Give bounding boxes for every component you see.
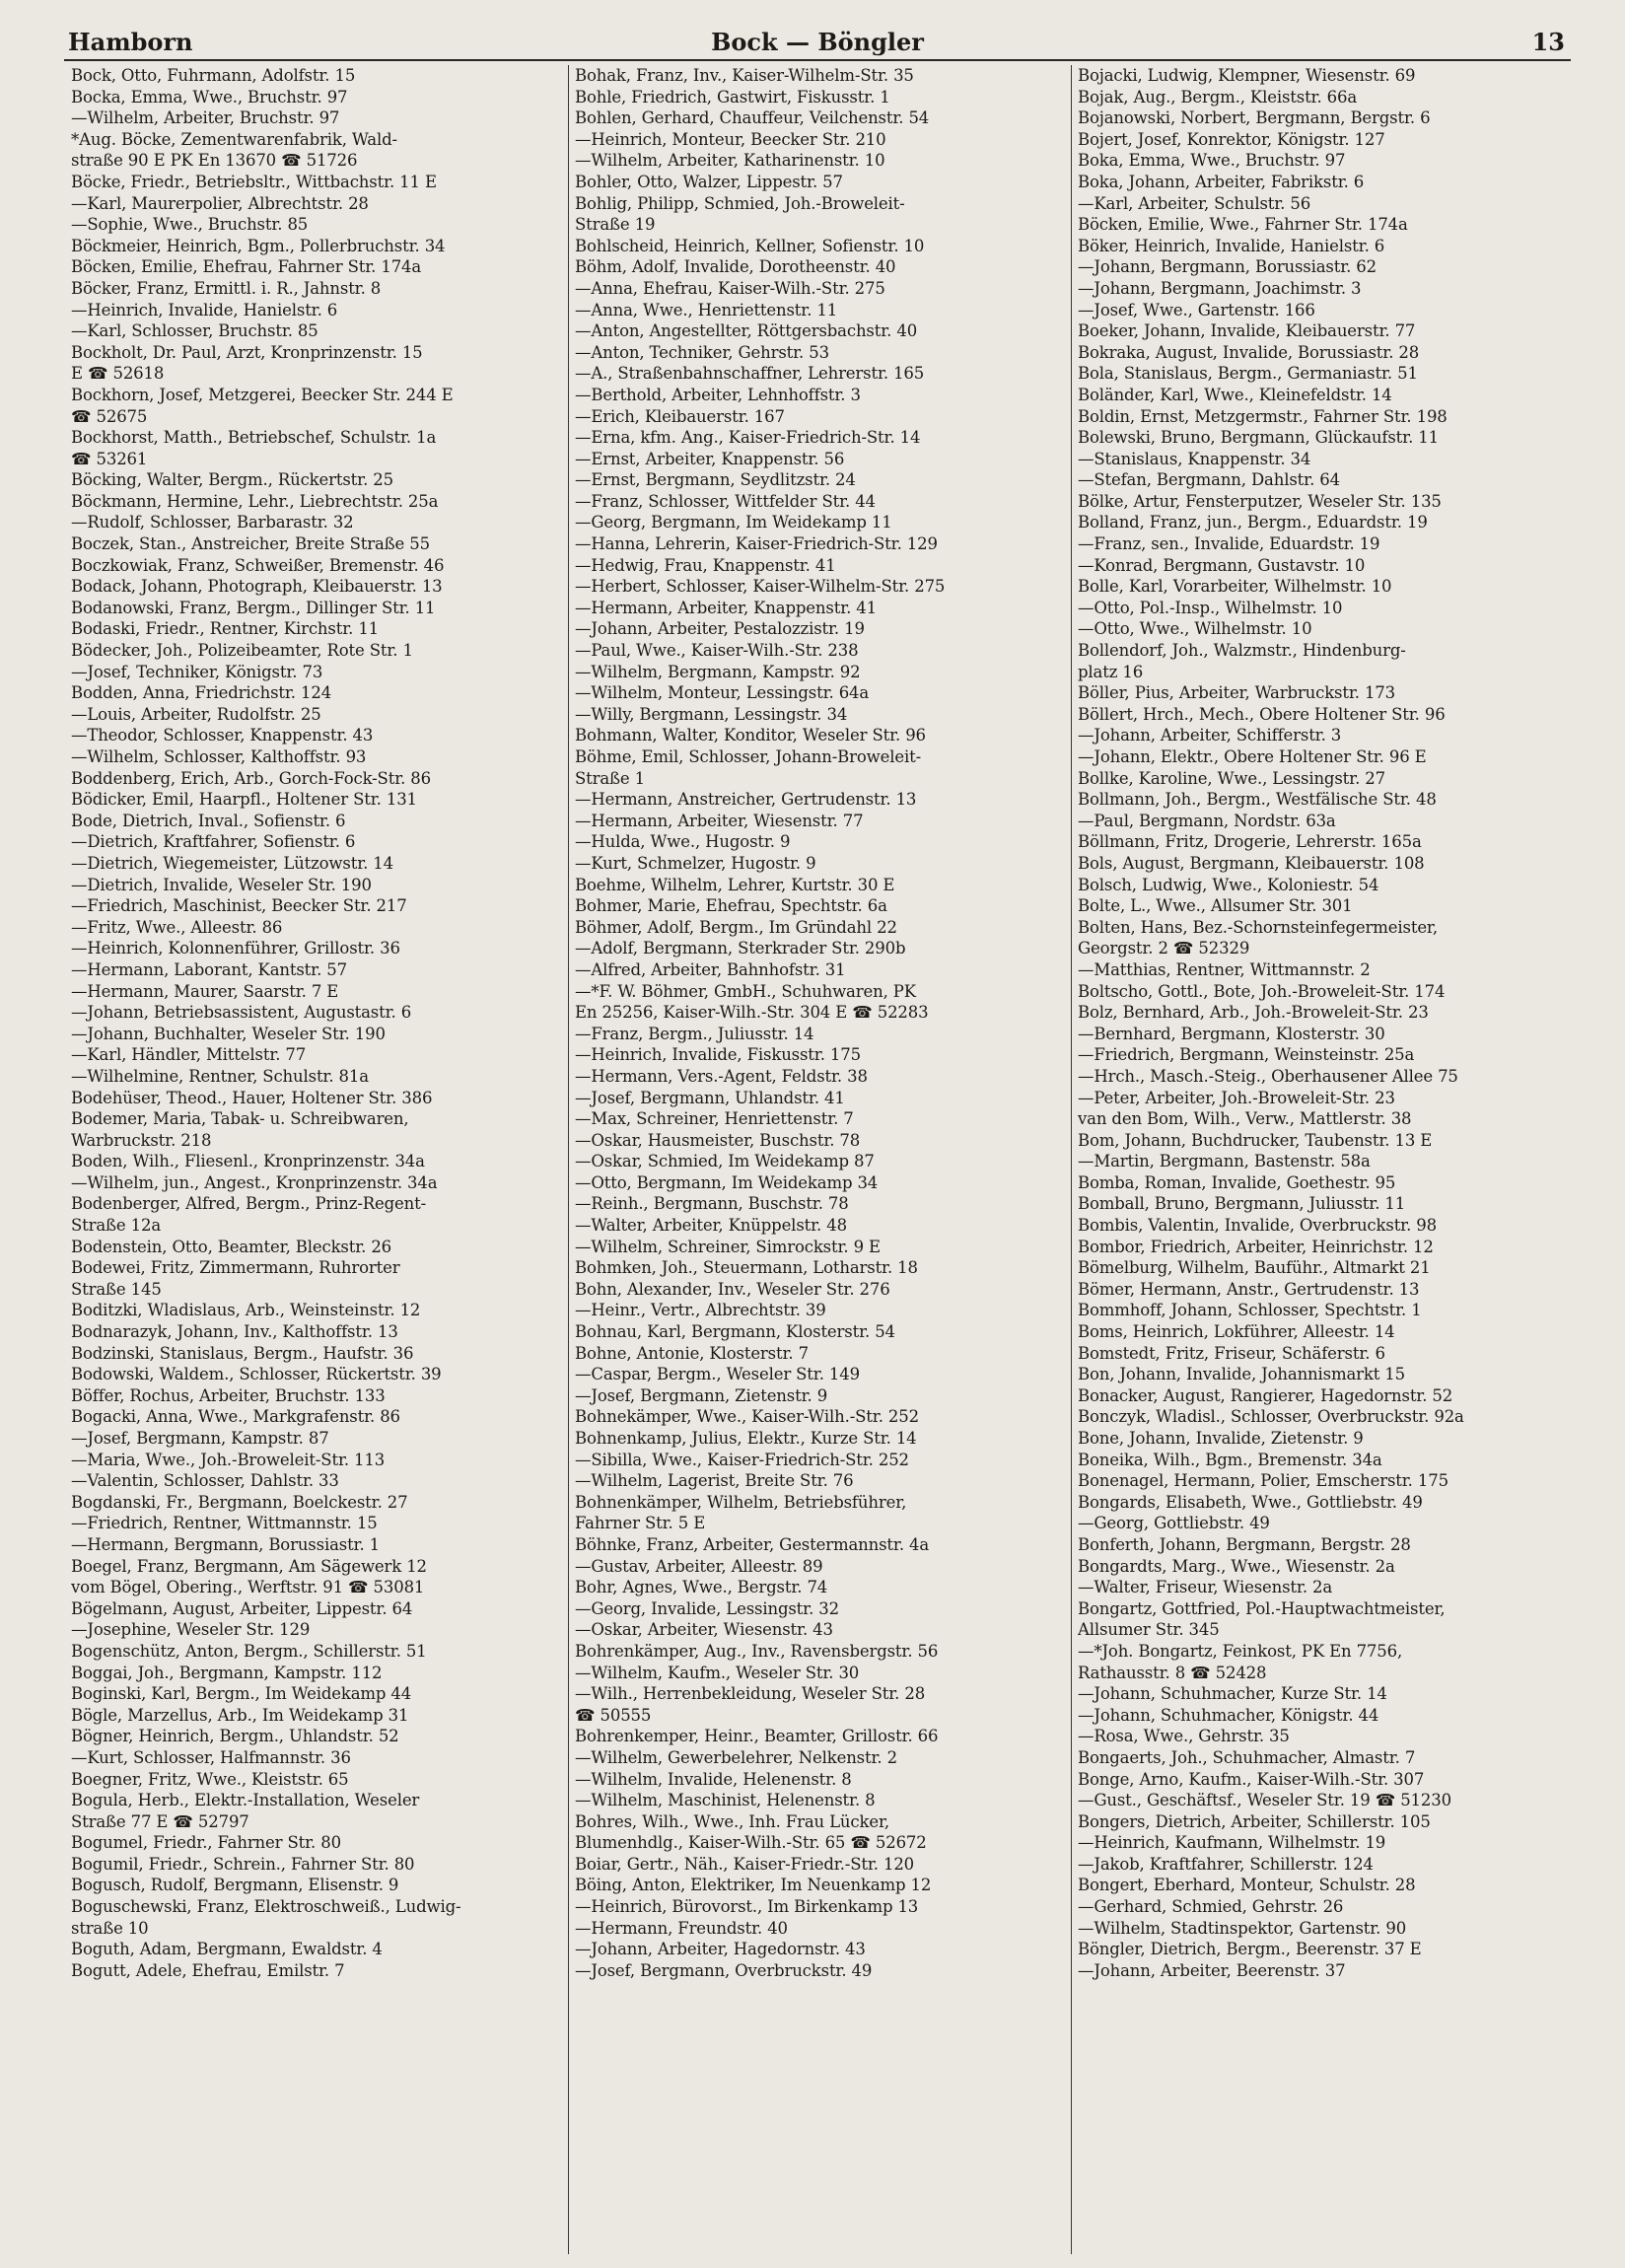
directory-entry: —Wilhelm, jun., Angest., Kronprinzenstr. 34a bbox=[71, 1172, 438, 1192]
directory-entry: Boditzki, Wladislaus, Arb., Weinsteinstr. 12 bbox=[71, 1301, 421, 1320]
directory-entry: Bomball, Bruno, Bergmann, Juliusstr. 11 bbox=[1078, 1194, 1406, 1214]
directory-entry: —Rudolf, Schlosser, Barbarastr. 32 bbox=[71, 513, 354, 532]
directory-entry: Böcking, Walter, Bergm., Rückertstr. 25 bbox=[71, 470, 393, 490]
directory-entry: Bödicker, Emil, Haarpfl., Holtener Str. 131 bbox=[71, 790, 417, 810]
directory-entry: —Johann, Elektr., Obere Holtener Str. 96 E bbox=[1078, 747, 1427, 766]
directory-entry: —Herbert, Schlosser, Kaiser-Wilhelm-Str. 275 bbox=[575, 577, 946, 597]
directory-entry: Bonenagel, Hermann, Polier, Emscherstr. 175 bbox=[1078, 1471, 1448, 1491]
directory-entry: Böhmer, Adolf, Bergm., Im Gründahl 22 bbox=[575, 917, 897, 937]
directory-entry: —Josephine, Weseler Str. 129 bbox=[71, 1620, 311, 1640]
directory-entry: Bongards, Elisabeth, Wwe., Gottliebstr. 49 bbox=[1078, 1492, 1423, 1512]
directory-entry: En 25256, Kaiser-Wilh.-Str. 304 E ☎ 52283 bbox=[575, 1003, 929, 1023]
directory-entry: Bohrenkämper, Aug., Inv., Ravensbergstr. 56 bbox=[575, 1641, 939, 1661]
directory-entry: —Dietrich, Wiegemeister, Lützowstr. 14 bbox=[71, 853, 393, 873]
directory-entry: —Gerhard, Schmied, Gehrstr. 26 bbox=[1078, 1897, 1344, 1917]
directory-entry: —Caspar, Bergm., Weseler Str. 149 bbox=[575, 1365, 860, 1384]
directory-entry: Bohne, Antonie, Klosterstr. 7 bbox=[575, 1343, 809, 1363]
directory-entry: Böcker, Franz, Ermittl. i. R., Jahnstr. 8 bbox=[71, 278, 382, 298]
directory-entry: Bölke, Artur, Fensterputzer, Weseler Str. 135 bbox=[1078, 491, 1442, 511]
directory-entry: straße 10 bbox=[71, 1918, 149, 1938]
directory-entry: —Max, Schreiner, Henriettenstr. 7 bbox=[575, 1109, 854, 1129]
directory-entry: Bogdanski, Fr., Bergmann, Boelckestr. 27 bbox=[71, 1492, 408, 1512]
directory-entry: Boggai, Joh., Bergmann, Kampstr. 112 bbox=[71, 1663, 383, 1682]
directory-entry: Boltscho, Gottl., Bote, Joh.-Broweleit-Str. 174 bbox=[1078, 981, 1446, 1001]
directory-entry: —Heinrich, Invalide, Fiskusstr. 175 bbox=[575, 1045, 861, 1065]
directory-entry: —Kurt, Schlosser, Halfmannstr. 36 bbox=[71, 1747, 351, 1767]
directory-entry: Böcke, Friedr., Betriebsltr., Wittbachstr. 11 E bbox=[71, 172, 437, 191]
directory-entry: —Johann, Arbeiter, Pestalozzistr. 19 bbox=[575, 619, 865, 639]
directory-entry: Straße 1 bbox=[575, 768, 645, 788]
directory-entry: —Wilhelm, Maschinist, Helenenstr. 8 bbox=[575, 1791, 876, 1810]
directory-entry: Bohle, Friedrich, Gastwirt, Fiskusstr. 1 bbox=[575, 87, 890, 106]
directory-entry: Bohr, Agnes, Wwe., Bergstr. 74 bbox=[575, 1578, 828, 1597]
directory-entry: Bongers, Dietrich, Arbeiter, Schillerstr. 105 bbox=[1078, 1811, 1431, 1831]
directory-entry: Bolten, Hans, Bez.-Schornsteinfegermeister, bbox=[1078, 917, 1438, 937]
directory-entry: —Alfred, Arbeiter, Bahnhofstr. 31 bbox=[575, 959, 846, 979]
directory-entry: —Fritz, Wwe., Alleestr. 86 bbox=[71, 917, 283, 937]
directory-entry: —Friedrich, Maschinist, Beecker Str. 217 bbox=[71, 896, 407, 916]
directory-entry: Allsumer Str. 345 bbox=[1078, 1620, 1220, 1640]
directory-entry: —Paul, Wwe., Kaiser-Wilh.-Str. 238 bbox=[575, 641, 859, 661]
directory-entry: —Walter, Arbeiter, Knüppelstr. 48 bbox=[575, 1216, 847, 1236]
directory-entry: Bohlig, Philipp, Schmied, Joh.-Broweleit- bbox=[575, 193, 905, 213]
directory-entry: van den Bom, Wilh., Verw., Mattlerstr. 38 bbox=[1078, 1109, 1412, 1129]
directory-entry: Bodenstein, Otto, Beamter, Bleckstr. 26 bbox=[71, 1237, 392, 1256]
directory-entry: —Oskar, Arbeiter, Wiesenstr. 43 bbox=[575, 1620, 833, 1640]
directory-entry: Böffer, Rochus, Arbeiter, Bruchstr. 133 bbox=[71, 1385, 386, 1405]
directory-entry: Bonacker, August, Rangierer, Hagedornstr. 52 bbox=[1078, 1385, 1453, 1405]
directory-entry: Fahrner Str. 5 E bbox=[575, 1514, 706, 1533]
directory-entry: —Heinrich, Monteur, Beecker Str. 210 bbox=[575, 129, 886, 149]
directory-entry: Böing, Anton, Elektriker, Im Neuenkamp 12 bbox=[575, 1876, 932, 1895]
directory-entry: Böcken, Emilie, Ehefrau, Fahrner Str. 174a bbox=[71, 257, 422, 277]
directory-entry: —Franz, Schlosser, Wittfelder Str. 44 bbox=[575, 491, 876, 511]
directory-entry: Bockholt, Dr. Paul, Arzt, Kronprinzenstr. 15 bbox=[71, 342, 423, 362]
directory-entry: —Georg, Bergmann, Im Weidekamp 11 bbox=[575, 513, 892, 532]
directory-entry: Bojacki, Ludwig, Klempner, Wiesenstr. 69 bbox=[1078, 66, 1416, 85]
directory-entry: Böhm, Adolf, Invalide, Dorotheenstr. 40 bbox=[575, 257, 896, 277]
directory-entry: —Hermann, Freundstr. 40 bbox=[575, 1918, 788, 1938]
directory-entry: —Karl, Arbeiter, Schulstr. 56 bbox=[1078, 193, 1311, 213]
directory-entry: Bogumil, Friedr., Schrein., Fahrner Str. 80 bbox=[71, 1854, 415, 1874]
directory-entry: Bols, August, Bergmann, Kleibauerstr. 108 bbox=[1078, 853, 1425, 873]
directory-entry: Böhme, Emil, Schlosser, Johann-Broweleit- bbox=[575, 747, 922, 766]
directory-entry: Georgstr. 2 ☎ 52329 bbox=[1078, 939, 1250, 958]
directory-entry: Bode, Dietrich, Inval., Sofienstr. 6 bbox=[71, 811, 346, 830]
directory-entry: —Hermann, Vers.-Agent, Feldstr. 38 bbox=[575, 1066, 868, 1086]
directory-entry: Bohres, Wilh., Wwe., Inh. Frau Lücker, bbox=[575, 1811, 889, 1831]
directory-entry: Bomba, Roman, Invalide, Goethestr. 95 bbox=[1078, 1172, 1396, 1192]
directory-entry: Bömer, Hermann, Anstr., Gertrudenstr. 13 bbox=[1078, 1279, 1420, 1299]
directory-entry: —Jakob, Kraftfahrer, Schillerstr. 124 bbox=[1078, 1854, 1374, 1874]
directory-entry: Bohler, Otto, Walzer, Lippestr. 57 bbox=[575, 172, 843, 191]
directory-entry: Boczek, Stan., Anstreicher, Breite Straße 55 bbox=[71, 534, 430, 554]
directory-entry: —Wilhelm, Stadtinspektor, Gartenstr. 90 bbox=[1078, 1918, 1407, 1938]
directory-entry: Bodemer, Maria, Tabak- u. Schreibwaren, bbox=[71, 1109, 409, 1129]
directory-entry: —Hanna, Lehrerin, Kaiser-Friedrich-Str. 129 bbox=[575, 534, 938, 554]
directory-entry: —Ernst, Bergmann, Seydlitzstr. 24 bbox=[575, 470, 856, 490]
directory-entry: Bongardts, Marg., Wwe., Wiesenstr. 2a bbox=[1078, 1556, 1395, 1576]
directory-entry: —Wilhelm, Schlosser, Kalthoffstr. 93 bbox=[71, 747, 367, 766]
directory-entry: —Johann, Arbeiter, Hagedornstr. 43 bbox=[575, 1940, 866, 1959]
directory-entry: —Josef, Bergmann, Zietenstr. 9 bbox=[575, 1385, 828, 1405]
directory-entry: Bodack, Johann, Photograph, Kleibauerstr. 13 bbox=[71, 577, 443, 597]
directory-entry: Boczkowiak, Franz, Schweißer, Bremenstr. 46 bbox=[71, 555, 445, 575]
directory-entry: —Walter, Friseur, Wiesenstr. 2a bbox=[1078, 1578, 1333, 1597]
directory-entry: —Josef, Bergmann, Kampstr. 87 bbox=[71, 1429, 329, 1448]
directory-entry: Bon, Johann, Invalide, Johannismarkt 15 bbox=[1078, 1365, 1406, 1384]
directory-entry: —Johann, Schuhmacher, Kurze Str. 14 bbox=[1078, 1684, 1387, 1704]
directory-entry: —Johann, Bergmann, Borussiastr. 62 bbox=[1078, 257, 1378, 277]
directory-entry: Bodewei, Fritz, Zimmermann, Ruhrorter bbox=[71, 1258, 400, 1278]
directory-entry: Bohlscheid, Heinrich, Kellner, Sofienstr. 10 bbox=[575, 236, 925, 255]
directory-entry: —Johann, Arbeiter, Schifferstr. 3 bbox=[1078, 726, 1342, 745]
directory-entry: Bolewski, Bruno, Bergmann, Glückaufstr. 11 bbox=[1078, 428, 1439, 448]
directory-entry: Boguschewski, Franz, Elektroschweiß., Ludwig- bbox=[71, 1897, 461, 1917]
directory-entry: Bodaski, Friedr., Rentner, Kirchstr. 11 bbox=[71, 619, 380, 639]
directory-entry: —Hermann, Arbeiter, Knappenstr. 41 bbox=[575, 598, 877, 617]
directory-entry: Bodanowski, Franz, Bergm., Dillinger Str. 11 bbox=[71, 598, 436, 617]
directory-entry: Bogusch, Rudolf, Bergmann, Elisenstr. 9 bbox=[71, 1876, 399, 1895]
directory-entry: Boden, Wilh., Fliesenl., Kronprinzenstr. 34a bbox=[71, 1152, 425, 1171]
directory-entry: *Aug. Böcke, Zementwarenfabrik, Wald- bbox=[71, 129, 397, 149]
directory-entry: Straße 19 bbox=[575, 215, 656, 235]
directory-entry: Boeker, Johann, Invalide, Kleibauerstr. 77 bbox=[1078, 321, 1416, 341]
directory-entry: Bögelmann, August, Arbeiter, Lippestr. 64 bbox=[71, 1598, 413, 1618]
directory-entry: Boneika, Wilh., Bgm., Bremenstr. 34a bbox=[1078, 1450, 1382, 1469]
directory-entry: Bollke, Karoline, Wwe., Lessingstr. 27 bbox=[1078, 768, 1385, 788]
directory-entry: Boldin, Ernst, Metzgermstr., Fahrner Str. 198 bbox=[1078, 406, 1448, 426]
column-2 bbox=[568, 65, 1071, 2254]
directory-entry: —Willy, Bergmann, Lessingstr. 34 bbox=[575, 704, 848, 724]
directory-entry: —Wilhelm, Bergmann, Kampstr. 92 bbox=[575, 662, 861, 681]
directory-entry: —Karl, Schlosser, Bruchstr. 85 bbox=[71, 321, 318, 341]
directory-entry: —Wilh., Herrenbekleidung, Weseler Str. 28 bbox=[575, 1684, 926, 1704]
directory-entry: —Anton, Techniker, Gehrstr. 53 bbox=[575, 342, 829, 362]
directory-entry: Bongartz, Gottfried, Pol.-Hauptwachtmeister, bbox=[1078, 1598, 1446, 1618]
directory-entry: Bokraka, August, Invalide, Borussiastr. 28 bbox=[1078, 342, 1420, 362]
directory-entry: —Valentin, Schlosser, Dahlstr. 33 bbox=[71, 1471, 339, 1491]
directory-entry: Bojanowski, Norbert, Bergmann, Bergstr. 6 bbox=[1078, 108, 1431, 128]
directory-entry: ☎ 50555 bbox=[575, 1705, 652, 1725]
directory-entry: —Sophie, Wwe., Bruchstr. 85 bbox=[71, 215, 309, 235]
directory-entry: Bola, Stanislaus, Bergm., Germaniastr. 51 bbox=[1078, 364, 1418, 384]
directory-entry: —Wilhelm, Kaufm., Weseler Str. 30 bbox=[575, 1663, 860, 1682]
directory-entry: Bohnau, Karl, Bergmann, Klosterstr. 54 bbox=[575, 1322, 895, 1342]
directory-entry: —Johann, Bergmann, Joachimstr. 3 bbox=[1078, 278, 1362, 298]
directory-entry: Straße 145 bbox=[71, 1279, 162, 1299]
directory-entry: Bohnenkamp, Julius, Elektr., Kurze Str. 14 bbox=[575, 1429, 917, 1448]
header-range: Bock — Böngler bbox=[711, 28, 924, 56]
page-header bbox=[64, 26, 1571, 61]
directory-entry: Bohrenkemper, Heinr., Beamter, Grillostr. 66 bbox=[575, 1727, 939, 1746]
directory-entry: —Georg, Invalide, Lessingstr. 32 bbox=[575, 1598, 839, 1618]
directory-entry: —Friedrich, Rentner, Wittmannstr. 15 bbox=[71, 1514, 378, 1533]
directory-entry: Böller, Pius, Arbeiter, Warbruckstr. 173 bbox=[1078, 683, 1395, 703]
directory-entry: —Heinr., Vertr., Albrechtstr. 39 bbox=[575, 1301, 826, 1320]
directory-entry: Bohn, Alexander, Inv., Weseler Str. 276 bbox=[575, 1279, 890, 1299]
directory-entry: Bödecker, Joh., Polizeibeamter, Rote Str. 1 bbox=[71, 641, 413, 661]
directory-entry: Bommhoff, Johann, Schlosser, Spechtstr. 1 bbox=[1078, 1301, 1422, 1320]
directory-entry: —Wilhelmine, Rentner, Schulstr. 81a bbox=[71, 1066, 369, 1086]
directory-entry: —Matthias, Rentner, Wittmannstr. 2 bbox=[1078, 959, 1371, 979]
directory-entry: Bodzinski, Stanislaus, Bergm., Haufstr. 36 bbox=[71, 1343, 414, 1363]
page-number: 13 bbox=[1531, 28, 1565, 56]
directory-entry: —*F. W. Böhmer, GmbH., Schuhwaren, PK bbox=[575, 981, 916, 1001]
directory-entry: —Dietrich, Kraftfahrer, Sofienstr. 6 bbox=[71, 832, 356, 852]
directory-entry: Bolz, Bernhard, Arb., Joh.-Broweleit-Str. 23 bbox=[1078, 1003, 1429, 1023]
directory-entry: —Stanislaus, Knappenstr. 34 bbox=[1078, 449, 1311, 468]
directory-entry: Böckmann, Hermine, Lehr., Liebrechtstr. 25a bbox=[71, 491, 439, 511]
directory-entry: —Wilhelm, Monteur, Lessingstr. 64a bbox=[575, 683, 870, 703]
directory-entry: Boginski, Karl, Bergm., Im Weidekamp 44 bbox=[71, 1684, 412, 1704]
directory-entry: straße 90 E PK En 13670 ☎ 51726 bbox=[71, 151, 358, 171]
directory-entry: Bolle, Karl, Vorarbeiter, Wilhelmstr. 10 bbox=[1078, 577, 1392, 597]
directory-entry: —Franz, Bergm., Juliusstr. 14 bbox=[575, 1024, 814, 1043]
directory-entry: —Anna, Ehefrau, Kaiser-Wilh.-Str. 275 bbox=[575, 278, 885, 298]
directory-entry: Böngler, Dietrich, Bergm., Beerenstr. 37 E bbox=[1078, 1940, 1422, 1959]
directory-entry: Bombis, Valentin, Invalide, Overbruckstr. 98 bbox=[1078, 1216, 1437, 1236]
directory-entry: —Josef, Bergmann, Uhlandstr. 41 bbox=[575, 1088, 845, 1107]
directory-entry: —Josef, Techniker, Königstr. 73 bbox=[71, 662, 323, 681]
directory-entry: Bohlen, Gerhard, Chauffeur, Veilchenstr. 54 bbox=[575, 108, 930, 128]
directory-entry: —Hulda, Wwe., Hugostr. 9 bbox=[575, 832, 791, 852]
directory-entry: —Heinrich, Kaufmann, Wilhelmstr. 19 bbox=[1078, 1833, 1386, 1853]
directory-entry: —Hedwig, Frau, Knappenstr. 41 bbox=[575, 555, 836, 575]
directory-columns bbox=[65, 65, 1576, 2254]
header-city: Hamborn bbox=[68, 28, 193, 56]
directory-entry: Bohak, Franz, Inv., Kaiser-Wilhelm-Str. 35 bbox=[575, 66, 914, 85]
directory-entry: —Johann, Betriebsassistent, Augustastr. 6 bbox=[71, 1003, 412, 1023]
directory-entry: Rathausstr. 8 ☎ 52428 bbox=[1078, 1663, 1267, 1682]
directory-entry: —Otto, Wwe., Wilhelmstr. 10 bbox=[1078, 619, 1312, 639]
directory-entry: Böllmann, Fritz, Drogerie, Lehrerstr. 165a bbox=[1078, 832, 1422, 852]
directory-entry: —Kurt, Schmelzer, Hugostr. 9 bbox=[575, 853, 816, 873]
directory-entry: —A., Straßenbahnschaffner, Lehrerstr. 165 bbox=[575, 364, 925, 384]
directory-entry: —Johann, Arbeiter, Beerenstr. 37 bbox=[1078, 1960, 1346, 1980]
directory-entry: Boiar, Gertr., Näh., Kaiser-Friedr.-Str. 120 bbox=[575, 1854, 915, 1874]
directory-entry: —Johann, Buchhalter, Weseler Str. 190 bbox=[71, 1024, 386, 1043]
directory-entry: Bogenschütz, Anton, Bergm., Schillerstr. 51 bbox=[71, 1641, 427, 1661]
directory-entry: —Adolf, Bergmann, Sterkrader Str. 290b bbox=[575, 939, 906, 958]
directory-entry: —Ernst, Arbeiter, Knappenstr. 56 bbox=[575, 449, 845, 468]
directory-entry: —Dietrich, Invalide, Weseler Str. 190 bbox=[71, 875, 372, 894]
directory-entry: Bodnarazyk, Johann, Inv., Kalthoffstr. 13 bbox=[71, 1322, 398, 1342]
directory-entry: Böckmeier, Heinrich, Bgm., Pollerbruchstr. 34 bbox=[71, 236, 446, 255]
directory-entry: vom Bögel, Obering., Werftstr. 91 ☎ 53081 bbox=[71, 1578, 425, 1597]
directory-entry: —Wilhelm, Arbeiter, Bruchstr. 97 bbox=[71, 108, 340, 128]
directory-entry: —Konrad, Bergmann, Gustavstr. 10 bbox=[1078, 555, 1366, 575]
directory-entry: Bocka, Emma, Wwe., Bruchstr. 97 bbox=[71, 87, 348, 106]
directory-entry: Boegel, Franz, Bergmann, Am Sägewerk 12 bbox=[71, 1556, 427, 1576]
directory-entry: Straße 12a bbox=[71, 1216, 162, 1236]
directory-entry: Boehme, Wilhelm, Lehrer, Kurtstr. 30 E bbox=[575, 875, 895, 894]
directory-entry: —Hermann, Maurer, Saarstr. 7 E bbox=[71, 981, 339, 1001]
directory-entry: —Louis, Arbeiter, Rudolfstr. 25 bbox=[71, 704, 321, 724]
directory-entry: —Paul, Bergmann, Nordstr. 63a bbox=[1078, 811, 1336, 830]
directory-entry: Böker, Heinrich, Invalide, Hanielstr. 6 bbox=[1078, 236, 1385, 255]
column-1 bbox=[65, 65, 568, 2254]
directory-entry: platz 16 bbox=[1078, 662, 1144, 681]
directory-entry: Bögner, Heinrich, Bergm., Uhlandstr. 52 bbox=[71, 1727, 399, 1746]
directory-entry: —Hrch., Masch.-Steig., Oberhausener Allee 75 bbox=[1078, 1066, 1458, 1086]
directory-entry: Blumenhdlg., Kaiser-Wilh.-Str. 65 ☎ 52672 bbox=[575, 1833, 927, 1853]
directory-entry: Boddenberg, Erich, Arb., Gorch-Fock-Str. 86 bbox=[71, 768, 432, 788]
directory-entry: —Berthold, Arbeiter, Lehnhoffstr. 3 bbox=[575, 385, 861, 404]
directory-entry: Bolte, L., Wwe., Allsumer Str. 301 bbox=[1078, 896, 1353, 916]
directory-entry: Bockhorst, Matth., Betriebschef, Schulstr. 1a bbox=[71, 428, 437, 448]
directory-entry: Bogumel, Friedr., Fahrner Str. 80 bbox=[71, 1833, 341, 1853]
directory-entry: —Hermann, Arbeiter, Wiesenstr. 77 bbox=[575, 811, 864, 830]
directory-entry: —Wilhelm, Schreiner, Simrockstr. 9 E bbox=[575, 1237, 881, 1256]
directory-entry: Bodowski, Waldem., Schlosser, Rückertstr. 39 bbox=[71, 1365, 442, 1384]
directory-entry: Bodenberger, Alfred, Bergm., Prinz-Regent- bbox=[71, 1194, 427, 1214]
directory-entry: Bonge, Arno, Kaufm., Kaiser-Wilh.-Str. 307 bbox=[1078, 1769, 1425, 1789]
directory-entry: Bohmken, Joh., Steuermann, Lotharstr. 18 bbox=[575, 1258, 918, 1278]
directory-entry: —Peter, Arbeiter, Joh.-Broweleit-Str. 23 bbox=[1078, 1088, 1395, 1107]
directory-entry: —Josef, Bergmann, Overbruckstr. 49 bbox=[575, 1960, 873, 1980]
directory-entry: —Sibilla, Wwe., Kaiser-Friedrich-Str. 252 bbox=[575, 1450, 909, 1469]
directory-entry: Boms, Heinrich, Lokführer, Alleestr. 14 bbox=[1078, 1322, 1395, 1342]
directory-entry: Bollendorf, Joh., Walzmstr., Hindenburg- bbox=[1078, 641, 1406, 661]
directory-entry: Böcken, Emilie, Wwe., Fahrner Str. 174a bbox=[1078, 215, 1408, 235]
directory-entry: —Reinh., Bergmann, Buschstr. 78 bbox=[575, 1194, 849, 1214]
directory-entry: Straße 77 E ☎ 52797 bbox=[71, 1811, 249, 1831]
directory-entry: —Anton, Angestellter, Röttgersbachstr. 40 bbox=[575, 321, 918, 341]
directory-entry: Bockhorn, Josef, Metzgerei, Beecker Str. 244 E bbox=[71, 385, 454, 404]
directory-entry: Bolland, Franz, jun., Bergm., Eduardstr. 19 bbox=[1078, 513, 1428, 532]
directory-entry: —Franz, sen., Invalide, Eduardstr. 19 bbox=[1078, 534, 1380, 554]
directory-entry: Bongaerts, Joh., Schuhmacher, Almastr. 7 bbox=[1078, 1747, 1416, 1767]
directory-entry: —Wilhelm, Invalide, Helenenstr. 8 bbox=[575, 1769, 852, 1789]
directory-entry: Bongert, Eberhard, Monteur, Schulstr. 28 bbox=[1078, 1876, 1416, 1895]
directory-entry: Bone, Johann, Invalide, Zietenstr. 9 bbox=[1078, 1429, 1364, 1448]
directory-entry: Warbruckstr. 218 bbox=[71, 1130, 212, 1150]
directory-entry: —Wilhelm, Lagerist, Breite Str. 76 bbox=[575, 1471, 854, 1491]
directory-entry: —Otto, Bergmann, Im Weidekamp 34 bbox=[575, 1172, 879, 1192]
directory-entry: Bodehüser, Theod., Hauer, Holtener Str. 386 bbox=[71, 1088, 433, 1107]
directory-entry: Bombor, Friedrich, Arbeiter, Heinrichstr. 12 bbox=[1078, 1237, 1434, 1256]
directory-entry: —Friedrich, Bergmann, Weinsteinstr. 25a bbox=[1078, 1045, 1415, 1065]
directory-entry: —Anna, Wwe., Henriettenstr. 11 bbox=[575, 300, 838, 319]
directory-entry: ☎ 53261 bbox=[71, 449, 148, 468]
directory-entry: Bomstedt, Fritz, Friseur, Schäferstr. 6 bbox=[1078, 1343, 1385, 1363]
directory-entry: —Otto, Pol.-Insp., Wilhelmstr. 10 bbox=[1078, 598, 1343, 617]
directory-entry: —Martin, Bergmann, Bastenstr. 58a bbox=[1078, 1152, 1371, 1171]
directory-entry: Boka, Johann, Arbeiter, Fabrikstr. 6 bbox=[1078, 172, 1365, 191]
directory-entry: —Karl, Maurerpolier, Albrechtstr. 28 bbox=[71, 193, 369, 213]
directory-entry: —Wilhelm, Gewerbelehrer, Nelkenstr. 2 bbox=[575, 1747, 897, 1767]
directory-entry: Bohmer, Marie, Ehefrau, Spechtstr. 6a bbox=[575, 896, 887, 916]
directory-entry: Boländer, Karl, Wwe., Kleinefeldstr. 14 bbox=[1078, 385, 1392, 404]
directory-entry: —Johann, Schuhmacher, Königstr. 44 bbox=[1078, 1705, 1379, 1725]
directory-entry: Böllert, Hrch., Mech., Obere Holtener Str. 96 bbox=[1078, 704, 1446, 724]
directory-entry: Bonferth, Johann, Bergmann, Bergstr. 28 bbox=[1078, 1534, 1411, 1554]
directory-entry: —Gust., Geschäftsf., Weseler Str. 19 ☎ 51230 bbox=[1078, 1791, 1451, 1810]
directory-entry: —Heinrich, Kolonnenführer, Grillostr. 36 bbox=[71, 939, 400, 958]
directory-entry: —Oskar, Hausmeister, Buschstr. 78 bbox=[575, 1130, 861, 1150]
directory-entry: —Rosa, Wwe., Gehrstr. 35 bbox=[1078, 1727, 1290, 1746]
directory-entry: —*Joh. Bongartz, Feinkost, PK En 7756, bbox=[1078, 1641, 1403, 1661]
directory-entry: —Hermann, Laborant, Kantstr. 57 bbox=[71, 959, 347, 979]
directory-entry: Bögle, Marzellus, Arb., Im Weidekamp 31 bbox=[71, 1705, 409, 1725]
directory-entry: Bom, Johann, Buchdrucker, Taubenstr. 13 E bbox=[1078, 1130, 1433, 1150]
directory-entry: Bömelburg, Wilhelm, Bauführ., Altmarkt 21 bbox=[1078, 1258, 1431, 1278]
directory-entry: Bogutt, Adele, Ehefrau, Emilstr. 7 bbox=[71, 1960, 345, 1980]
directory-entry: —Heinrich, Invalide, Hanielstr. 6 bbox=[71, 300, 338, 319]
directory-entry: —Gustav, Arbeiter, Alleestr. 89 bbox=[575, 1556, 823, 1576]
directory-entry: Boegner, Fritz, Wwe., Kleiststr. 65 bbox=[71, 1769, 349, 1789]
directory-entry: Bollmann, Joh., Bergm., Westfälische Str. 48 bbox=[1078, 790, 1437, 810]
directory-entry: Bogacki, Anna, Wwe., Markgrafenstr. 86 bbox=[71, 1407, 400, 1427]
directory-entry: Bolsch, Ludwig, Wwe., Koloniestr. 54 bbox=[1078, 875, 1379, 894]
directory-entry: —Hermann, Anstreicher, Gertrudenstr. 13 bbox=[575, 790, 917, 810]
directory-entry: Bohmann, Walter, Konditor, Weseler Str. 96 bbox=[575, 726, 926, 745]
directory-entry: Bock, Otto, Fuhrmann, Adolfstr. 15 bbox=[71, 66, 356, 85]
directory-entry: Bojak, Aug., Bergm., Kleiststr. 66a bbox=[1078, 87, 1358, 106]
directory-entry: Böhnke, Franz, Arbeiter, Gestermannstr. 4a bbox=[575, 1534, 930, 1554]
directory-entry: —Josef, Wwe., Gartenstr. 166 bbox=[1078, 300, 1315, 319]
directory-entry: Bohnenkämper, Wilhelm, Betriebsführer, bbox=[575, 1492, 907, 1512]
directory-entry: —Erna, kfm. Ang., Kaiser-Friedrich-Str. 14 bbox=[575, 428, 921, 448]
directory-entry: Bonczyk, Wladisl., Schlosser, Overbruckstr. 92a bbox=[1078, 1407, 1464, 1427]
directory-entry: Boguth, Adam, Bergmann, Ewaldstr. 4 bbox=[71, 1940, 383, 1959]
directory-entry: —Georg, Gottliebstr. 49 bbox=[1078, 1514, 1270, 1533]
directory-entry: —Oskar, Schmied, Im Weidekamp 87 bbox=[575, 1152, 875, 1171]
directory-entry: —Wilhelm, Arbeiter, Katharinenstr. 10 bbox=[575, 151, 885, 171]
directory-entry: —Stefan, Bergmann, Dahlstr. 64 bbox=[1078, 470, 1340, 490]
directory-entry: ☎ 52675 bbox=[71, 406, 148, 426]
column-3 bbox=[1071, 65, 1574, 2254]
directory-entry: Boka, Emma, Wwe., Bruchstr. 97 bbox=[1078, 151, 1346, 171]
directory-entry: —Erich, Kleibauerstr. 167 bbox=[575, 406, 785, 426]
directory-entry: —Maria, Wwe., Joh.-Broweleit-Str. 113 bbox=[71, 1450, 386, 1469]
directory-entry: —Heinrich, Bürovorst., Im Birkenkamp 13 bbox=[575, 1897, 919, 1917]
directory-entry: —Theodor, Schlosser, Knappenstr. 43 bbox=[71, 726, 374, 745]
directory-entry: Bodden, Anna, Friedrichstr. 124 bbox=[71, 683, 332, 703]
directory-entry: Bohnekämper, Wwe., Kaiser-Wilh.-Str. 252 bbox=[575, 1407, 919, 1427]
directory-entry: —Bernhard, Bergmann, Klosterstr. 30 bbox=[1078, 1024, 1385, 1043]
directory-entry: E ☎ 52618 bbox=[71, 364, 165, 384]
directory-entry: Bojert, Josef, Konrektor, Königstr. 127 bbox=[1078, 129, 1385, 149]
directory-entry: —Hermann, Bergmann, Borussiastr. 1 bbox=[71, 1534, 381, 1554]
directory-entry: —Karl, Händler, Mittelstr. 77 bbox=[71, 1045, 307, 1065]
directory-entry: Bogula, Herb., Elektr.-Installation, Weseler bbox=[71, 1791, 420, 1810]
